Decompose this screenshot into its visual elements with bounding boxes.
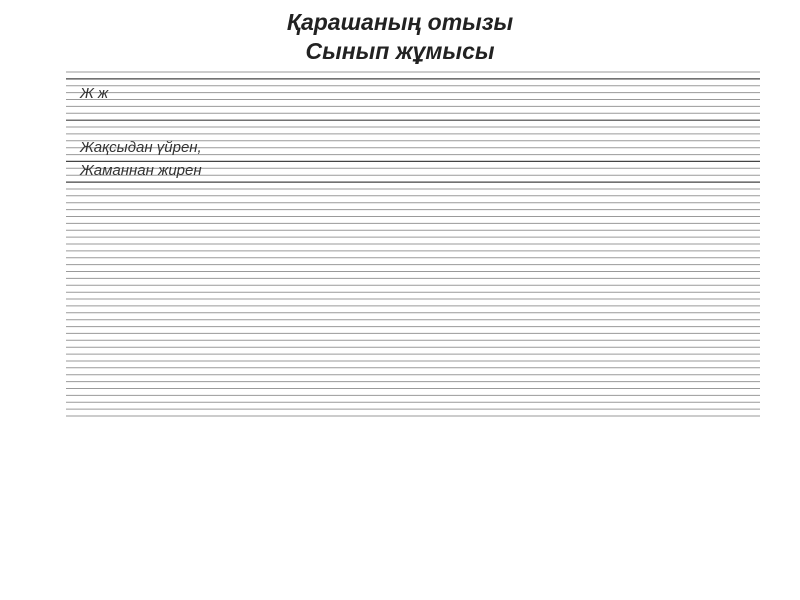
page-title: Қарашаның отызы: [286, 9, 514, 35]
page-subtitle: Сынып жұмысы: [305, 38, 495, 64]
letters-line: Ж ж: [80, 85, 109, 102]
proverb-line-2: Жаманнан жирен: [80, 162, 202, 179]
proverb-line-1: Жақсыдан үйрен,: [80, 139, 202, 156]
